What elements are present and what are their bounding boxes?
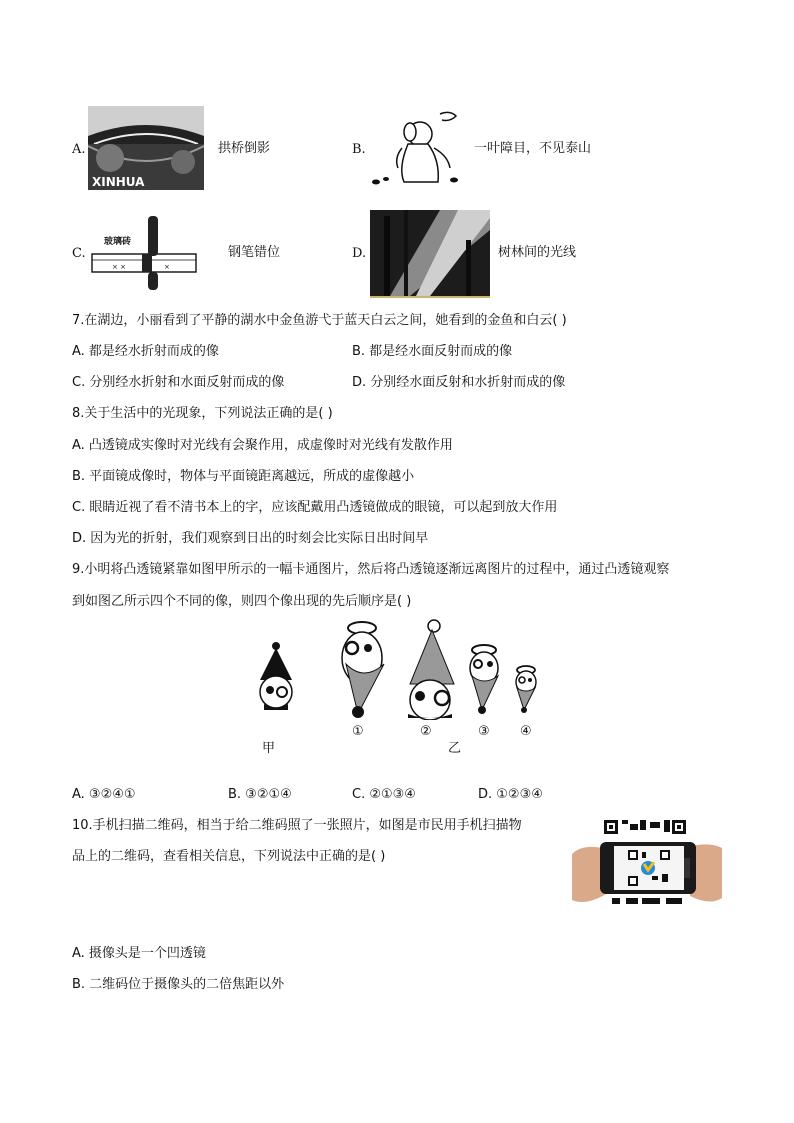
label-yi: 乙 <box>448 741 462 756</box>
question-stem-line1: 10.手机扫描二维码，相当于给二维码照了一张照片，如图是市民用手机扫描物 <box>72 818 522 833</box>
arch-bridge-photo <box>88 106 204 190</box>
option-letter: D. <box>352 246 367 261</box>
option-b: B. 平面镜成像时，物体与平面镜距离越远，所成的虚像越小 <box>72 469 415 484</box>
option-d: D. ①②③④ <box>478 787 543 802</box>
qr-code-icon <box>602 818 688 836</box>
option-d: D. 因为光的折射，我们观察到日出的时刻会比实际日出时间早 <box>72 531 429 546</box>
image-label-1: ① <box>352 724 364 739</box>
option-c: C. 眼睛近视了看不清书本上的字，应该配戴用凸透镜做成的眼镜，可以起到放大作用 <box>72 500 558 515</box>
option-letter: A. <box>72 142 86 157</box>
image-label-2: ② <box>420 724 432 739</box>
option-b: B. 都是经水面反射而成的像 <box>352 344 513 359</box>
option-a: A. ③②④① <box>72 787 136 802</box>
option-caption: 钢笔错位 <box>228 245 281 260</box>
image-label-3: ③ <box>478 724 490 739</box>
forest-light-rays-photo <box>370 210 490 298</box>
cartoon-image-3 <box>466 642 502 718</box>
leaf-over-eye-drawing <box>368 108 466 188</box>
cartoon-image-4 <box>512 664 540 716</box>
svg-text:×: × <box>164 263 170 271</box>
option-a: A. 凸透镜成实像时对光线有会聚作用，成虚像时对光线有发散作用 <box>72 438 453 453</box>
pen-behind-glass-brick-drawing <box>90 214 200 294</box>
option-b: B. ③②①④ <box>228 787 292 802</box>
option-c: C. ②①③④ <box>352 787 416 802</box>
question-stem-line2: 品上的二维码，查看相关信息，下列说法中正确的是( ) <box>72 849 386 864</box>
question-stem: 8.关于生活中的光现象，下列说法正确的是( ) <box>72 406 333 421</box>
phone-scanning-qr-code-photo <box>572 814 722 906</box>
option-caption: 树林间的光线 <box>498 245 577 260</box>
option-a: A. 都是经水折射而成的像 <box>72 344 219 359</box>
option-caption: 一叶障目，不见泰山 <box>474 141 592 156</box>
option-c: C. 分别经水折射和水面反射而成的像 <box>72 375 285 390</box>
label-jia: 甲 <box>262 741 276 756</box>
question-stem-line2: 到如图乙所示四个不同的像，则四个像出现的先后顺序是( ) <box>72 594 412 609</box>
cartoon-image-1 <box>336 618 386 720</box>
option-a: A. 摄像头是一个凹透镜 <box>72 946 206 961</box>
image-label-4: ④ <box>520 724 532 739</box>
question-stem: 7.在湖边，小丽看到了平静的湖水中金鱼游弋于蓝天白云之间，她看到的金鱼和白云( ) <box>72 313 567 328</box>
cartoon-original-figure <box>252 640 298 716</box>
option-letter: C. <box>72 246 86 261</box>
option-d: D. 分别经水面反射和水折射而成的像 <box>352 375 566 390</box>
cartoon-image-2 <box>400 618 464 720</box>
glass-brick-label: 玻璃砖 <box>104 237 132 247</box>
option-letter: B. <box>352 142 366 157</box>
svg-text:× ×: × × <box>112 263 126 271</box>
option-b: B. 二维码位于摄像头的二倍焦距以外 <box>72 977 285 992</box>
photo-watermark: XINHUA <box>92 175 145 189</box>
option-caption: 拱桥倒影 <box>218 141 271 156</box>
question-stem-line1: 9.小明将凸透镜紧靠如图甲所示的一幅卡通图片，然后将凸透镜逐渐远离图片的过程中，通过凸透镜观察 <box>72 562 670 577</box>
